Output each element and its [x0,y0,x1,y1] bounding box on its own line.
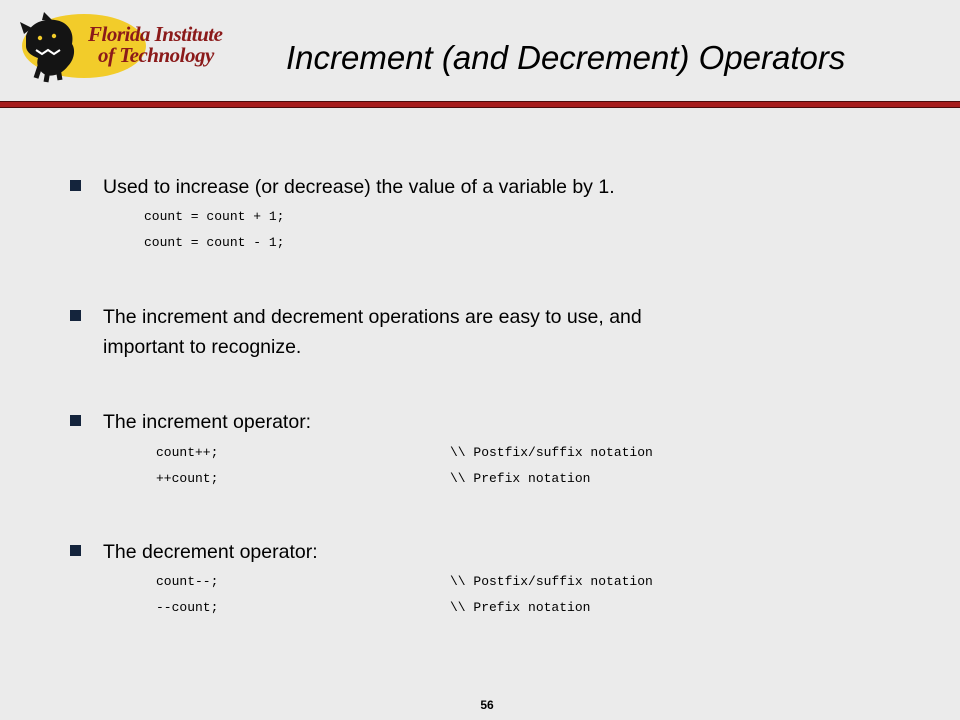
code-comment: \\ Prefix notation [450,600,591,615]
code-comment: \\ Postfix/suffix notation [450,445,653,460]
bullet-marker [70,415,81,426]
page-number: 56 [480,698,494,712]
code-line: --count; [156,600,219,615]
code-comment: \\ Prefix notation [450,471,591,486]
code-line: count = count + 1; [144,209,285,224]
bullet-marker [70,545,81,556]
bullet-marker [70,180,81,191]
bullet-4-text: The decrement operator: [103,541,318,563]
code-line: count = count - 1; [144,235,285,250]
code-comment: \\ Postfix/suffix notation [450,574,653,589]
logo-line-1: Florida Institute [88,22,223,46]
title-divider [0,101,960,108]
code-line: ++count; [156,471,219,486]
fit-logo [18,12,250,84]
bullet-2-text-line-1: The increment and decrement operations are easy to use, and [103,306,642,328]
code-line: count--; [156,574,219,589]
logo-line-2: of Technology [98,43,214,67]
code-line: count++; [156,445,219,460]
bullet-2-text-line-2: important to recognize. [103,336,302,358]
slide-title: Increment (and Decrement) Operators [286,39,846,76]
bullet-marker [70,310,81,321]
bullet-1-text: Used to increase (or decrease) the value of a variable by 1. [103,176,615,198]
bullet-3-text: The increment operator: [103,411,312,433]
